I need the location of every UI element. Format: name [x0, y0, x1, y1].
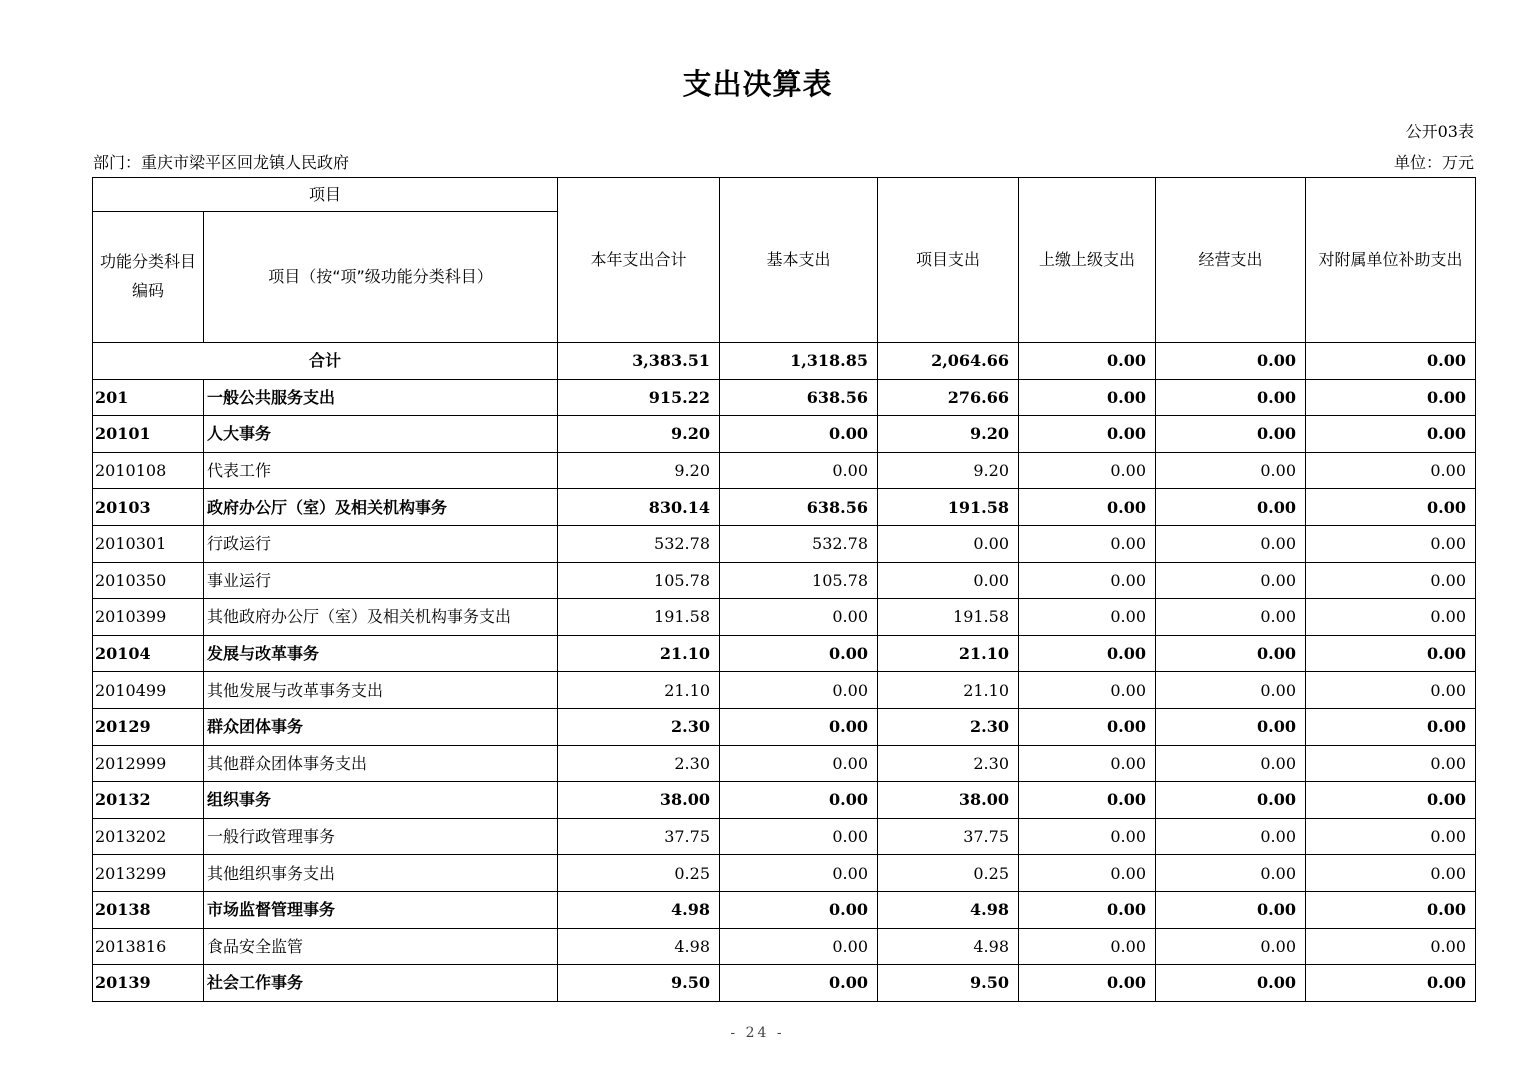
cell-code: 20129	[93, 708, 204, 745]
cell-basic: 0.00	[720, 672, 878, 709]
table-row	[93, 379, 1476, 416]
cell-name: 事业运行	[204, 562, 558, 599]
header-name: 项目（按“项”级功能分类科目）	[204, 212, 558, 343]
cell-project: 276.66	[878, 379, 1019, 416]
cell-business: 0.00	[1156, 525, 1306, 562]
cell-name: 群众团体事务	[204, 708, 558, 745]
cell-project: 2.30	[878, 708, 1019, 745]
cell-name: 行政运行	[204, 525, 558, 562]
cell-upper: 0.00	[1019, 599, 1156, 636]
cell-name: 其他群众团体事务支出	[204, 745, 558, 782]
cell-upper: 0.00	[1019, 891, 1156, 928]
cell-upper: 0.00	[1019, 525, 1156, 562]
cell-code: 2010301	[93, 525, 204, 562]
cell-business: 0.00	[1156, 635, 1306, 672]
cell-upper: 0.00	[1019, 818, 1156, 855]
cell-upper: 0.00	[1019, 672, 1156, 709]
table-row	[93, 635, 1476, 672]
table-row	[93, 489, 1476, 526]
cell-basic: 0.00	[720, 928, 878, 965]
cell-code: 201	[93, 379, 204, 416]
cell-business: 0.00	[1156, 965, 1306, 1002]
cell-basic: 105.78	[720, 562, 878, 599]
cell-subsidy: 0.00	[1306, 965, 1476, 1002]
cell-business: 0.00	[1156, 562, 1306, 599]
cell-business: 0.00	[1156, 745, 1306, 782]
cell-upper: 0.00	[1019, 928, 1156, 965]
cell-basic: 638.56	[720, 379, 878, 416]
cell-code: 2013202	[93, 818, 204, 855]
cell-subsidy: 0.00	[1306, 928, 1476, 965]
cell-project: 2.30	[878, 745, 1019, 782]
cell-project: 37.75	[878, 818, 1019, 855]
cell-basic: 0.00	[720, 745, 878, 782]
cell-project: 4.98	[878, 891, 1019, 928]
cell-business: 0.00	[1156, 855, 1306, 892]
cell-basic: 532.78	[720, 525, 878, 562]
cell-code: 2010108	[93, 452, 204, 489]
cell-name: 代表工作	[204, 452, 558, 489]
cell-project: 21.10	[878, 635, 1019, 672]
cell-subsidy: 0.00	[1306, 708, 1476, 745]
cell-name: 其他政府办公厅（室）及相关机构事务支出	[204, 599, 558, 636]
cell-basic: 0.00	[720, 708, 878, 745]
page-number: - 24 -	[730, 1025, 785, 1041]
cell-basic: 0.00	[720, 416, 878, 453]
cell-basic: 0.00	[720, 452, 878, 489]
cell-code: 20138	[93, 891, 204, 928]
cell-name: 一般行政管理事务	[204, 818, 558, 855]
table-row	[93, 599, 1476, 636]
cell-name: 食品安全监管	[204, 928, 558, 965]
cell-project: 21.10	[878, 672, 1019, 709]
cell-project: 0.00	[878, 525, 1019, 562]
cell-code: 20103	[93, 489, 204, 526]
cell-project: 9.20	[878, 452, 1019, 489]
cell-code: 2010350	[93, 562, 204, 599]
total-business: 0.00	[1156, 343, 1306, 380]
cell-subsidy: 0.00	[1306, 452, 1476, 489]
expenditure-table	[92, 177, 1476, 1002]
cell-subsidy: 0.00	[1306, 599, 1476, 636]
cell-total: 2.30	[558, 745, 720, 782]
cell-project: 9.50	[878, 965, 1019, 1002]
cell-subsidy: 0.00	[1306, 489, 1476, 526]
table-row	[93, 708, 1476, 745]
cell-code: 2010399	[93, 599, 204, 636]
total-upper: 0.00	[1019, 343, 1156, 380]
table-row	[93, 965, 1476, 1002]
header-item: 项目	[93, 178, 558, 212]
cell-name: 其他组织事务支出	[204, 855, 558, 892]
cell-total: 532.78	[558, 525, 720, 562]
cell-total: 38.00	[558, 782, 720, 819]
table-row	[93, 855, 1476, 892]
page-title: 支出决算表	[682, 67, 833, 101]
total-total: 3,383.51	[558, 343, 720, 380]
total-subsidy: 0.00	[1306, 343, 1476, 380]
cell-project: 9.20	[878, 416, 1019, 453]
cell-subsidy: 0.00	[1306, 855, 1476, 892]
cell-upper: 0.00	[1019, 379, 1156, 416]
table-row	[93, 452, 1476, 489]
cell-business: 0.00	[1156, 818, 1306, 855]
cell-business: 0.00	[1156, 928, 1306, 965]
cell-total: 915.22	[558, 379, 720, 416]
department-label: 部门：重庆市梁平区回龙镇人民政府	[93, 153, 350, 172]
cell-subsidy: 0.00	[1306, 782, 1476, 819]
cell-business: 0.00	[1156, 416, 1306, 453]
cell-code: 20132	[93, 782, 204, 819]
cell-project: 0.25	[878, 855, 1019, 892]
cell-total: 4.98	[558, 891, 720, 928]
cell-total: 0.25	[558, 855, 720, 892]
cell-total: 9.20	[558, 452, 720, 489]
cell-subsidy: 0.00	[1306, 891, 1476, 928]
unit-label: 单位：万元	[1393, 153, 1474, 172]
table-row	[93, 782, 1476, 819]
cell-code: 20101	[93, 416, 204, 453]
total-basic: 1,318.85	[720, 343, 878, 380]
cell-basic: 0.00	[720, 782, 878, 819]
cell-total: 830.14	[558, 489, 720, 526]
cell-upper: 0.00	[1019, 855, 1156, 892]
cell-business: 0.00	[1156, 452, 1306, 489]
header-code: 功能分类科目编码	[93, 212, 204, 343]
cell-project: 0.00	[878, 562, 1019, 599]
cell-total: 21.10	[558, 635, 720, 672]
cell-business: 0.00	[1156, 708, 1306, 745]
table-row	[93, 525, 1476, 562]
cell-basic: 0.00	[720, 855, 878, 892]
header-subsidy: 对附属单位补助支出	[1306, 178, 1476, 343]
cell-subsidy: 0.00	[1306, 635, 1476, 672]
table-row	[93, 818, 1476, 855]
cell-total: 105.78	[558, 562, 720, 599]
cell-basic: 0.00	[720, 635, 878, 672]
cell-total: 191.58	[558, 599, 720, 636]
cell-upper: 0.00	[1019, 965, 1156, 1002]
cell-basic: 0.00	[720, 965, 878, 1002]
total-label: 合计	[93, 343, 558, 380]
cell-project: 191.58	[878, 599, 1019, 636]
cell-subsidy: 0.00	[1306, 379, 1476, 416]
header-project: 项目支出	[878, 178, 1019, 343]
cell-code: 2013816	[93, 928, 204, 965]
cell-upper: 0.00	[1019, 708, 1156, 745]
cell-business: 0.00	[1156, 782, 1306, 819]
cell-name: 发展与改革事务	[204, 635, 558, 672]
cell-subsidy: 0.00	[1306, 562, 1476, 599]
cell-upper: 0.00	[1019, 782, 1156, 819]
cell-code: 2010499	[93, 672, 204, 709]
cell-business: 0.00	[1156, 599, 1306, 636]
cell-total: 4.98	[558, 928, 720, 965]
cell-basic: 0.00	[720, 599, 878, 636]
cell-project: 4.98	[878, 928, 1019, 965]
cell-subsidy: 0.00	[1306, 525, 1476, 562]
cell-total: 2.30	[558, 708, 720, 745]
cell-code: 2013299	[93, 855, 204, 892]
cell-total: 37.75	[558, 818, 720, 855]
cell-total: 9.50	[558, 965, 720, 1002]
cell-business: 0.00	[1156, 489, 1306, 526]
cell-upper: 0.00	[1019, 452, 1156, 489]
cell-business: 0.00	[1156, 891, 1306, 928]
cell-subsidy: 0.00	[1306, 672, 1476, 709]
cell-code: 20104	[93, 635, 204, 672]
cell-subsidy: 0.00	[1306, 745, 1476, 782]
cell-subsidy: 0.00	[1306, 416, 1476, 453]
cell-project: 38.00	[878, 782, 1019, 819]
table-row	[93, 891, 1476, 928]
cell-code: 2012999	[93, 745, 204, 782]
cell-name: 一般公共服务支出	[204, 379, 558, 416]
cell-upper: 0.00	[1019, 416, 1156, 453]
total-project: 2,064.66	[878, 343, 1019, 380]
cell-name: 其他发展与改革事务支出	[204, 672, 558, 709]
header-total: 本年支出合计	[558, 178, 720, 343]
header-business: 经营支出	[1156, 178, 1306, 343]
cell-upper: 0.00	[1019, 745, 1156, 782]
table-row	[93, 672, 1476, 709]
table-row	[93, 928, 1476, 965]
table-row	[93, 745, 1476, 782]
cell-total: 9.20	[558, 416, 720, 453]
table-row	[93, 562, 1476, 599]
cell-basic: 0.00	[720, 891, 878, 928]
cell-subsidy: 0.00	[1306, 818, 1476, 855]
table-body	[93, 178, 1476, 1002]
cell-project: 191.58	[878, 489, 1019, 526]
cell-name: 市场监督管理事务	[204, 891, 558, 928]
table-row	[93, 416, 1476, 453]
cell-total: 21.10	[558, 672, 720, 709]
cell-upper: 0.00	[1019, 562, 1156, 599]
header-row-1	[93, 178, 1476, 212]
cell-name: 社会工作事务	[204, 965, 558, 1002]
form-number: 公开03表	[1405, 122, 1474, 141]
cell-upper: 0.00	[1019, 489, 1156, 526]
cell-code: 20139	[93, 965, 204, 1002]
cell-upper: 0.00	[1019, 635, 1156, 672]
cell-name: 组织事务	[204, 782, 558, 819]
header-basic: 基本支出	[720, 178, 878, 343]
cell-business: 0.00	[1156, 672, 1306, 709]
header-upper: 上缴上级支出	[1019, 178, 1156, 343]
cell-business: 0.00	[1156, 379, 1306, 416]
cell-name: 人大事务	[204, 416, 558, 453]
cell-name: 政府办公厅（室）及相关机构事务	[204, 489, 558, 526]
cell-basic: 638.56	[720, 489, 878, 526]
cell-basic: 0.00	[720, 818, 878, 855]
total-row	[93, 343, 1476, 380]
